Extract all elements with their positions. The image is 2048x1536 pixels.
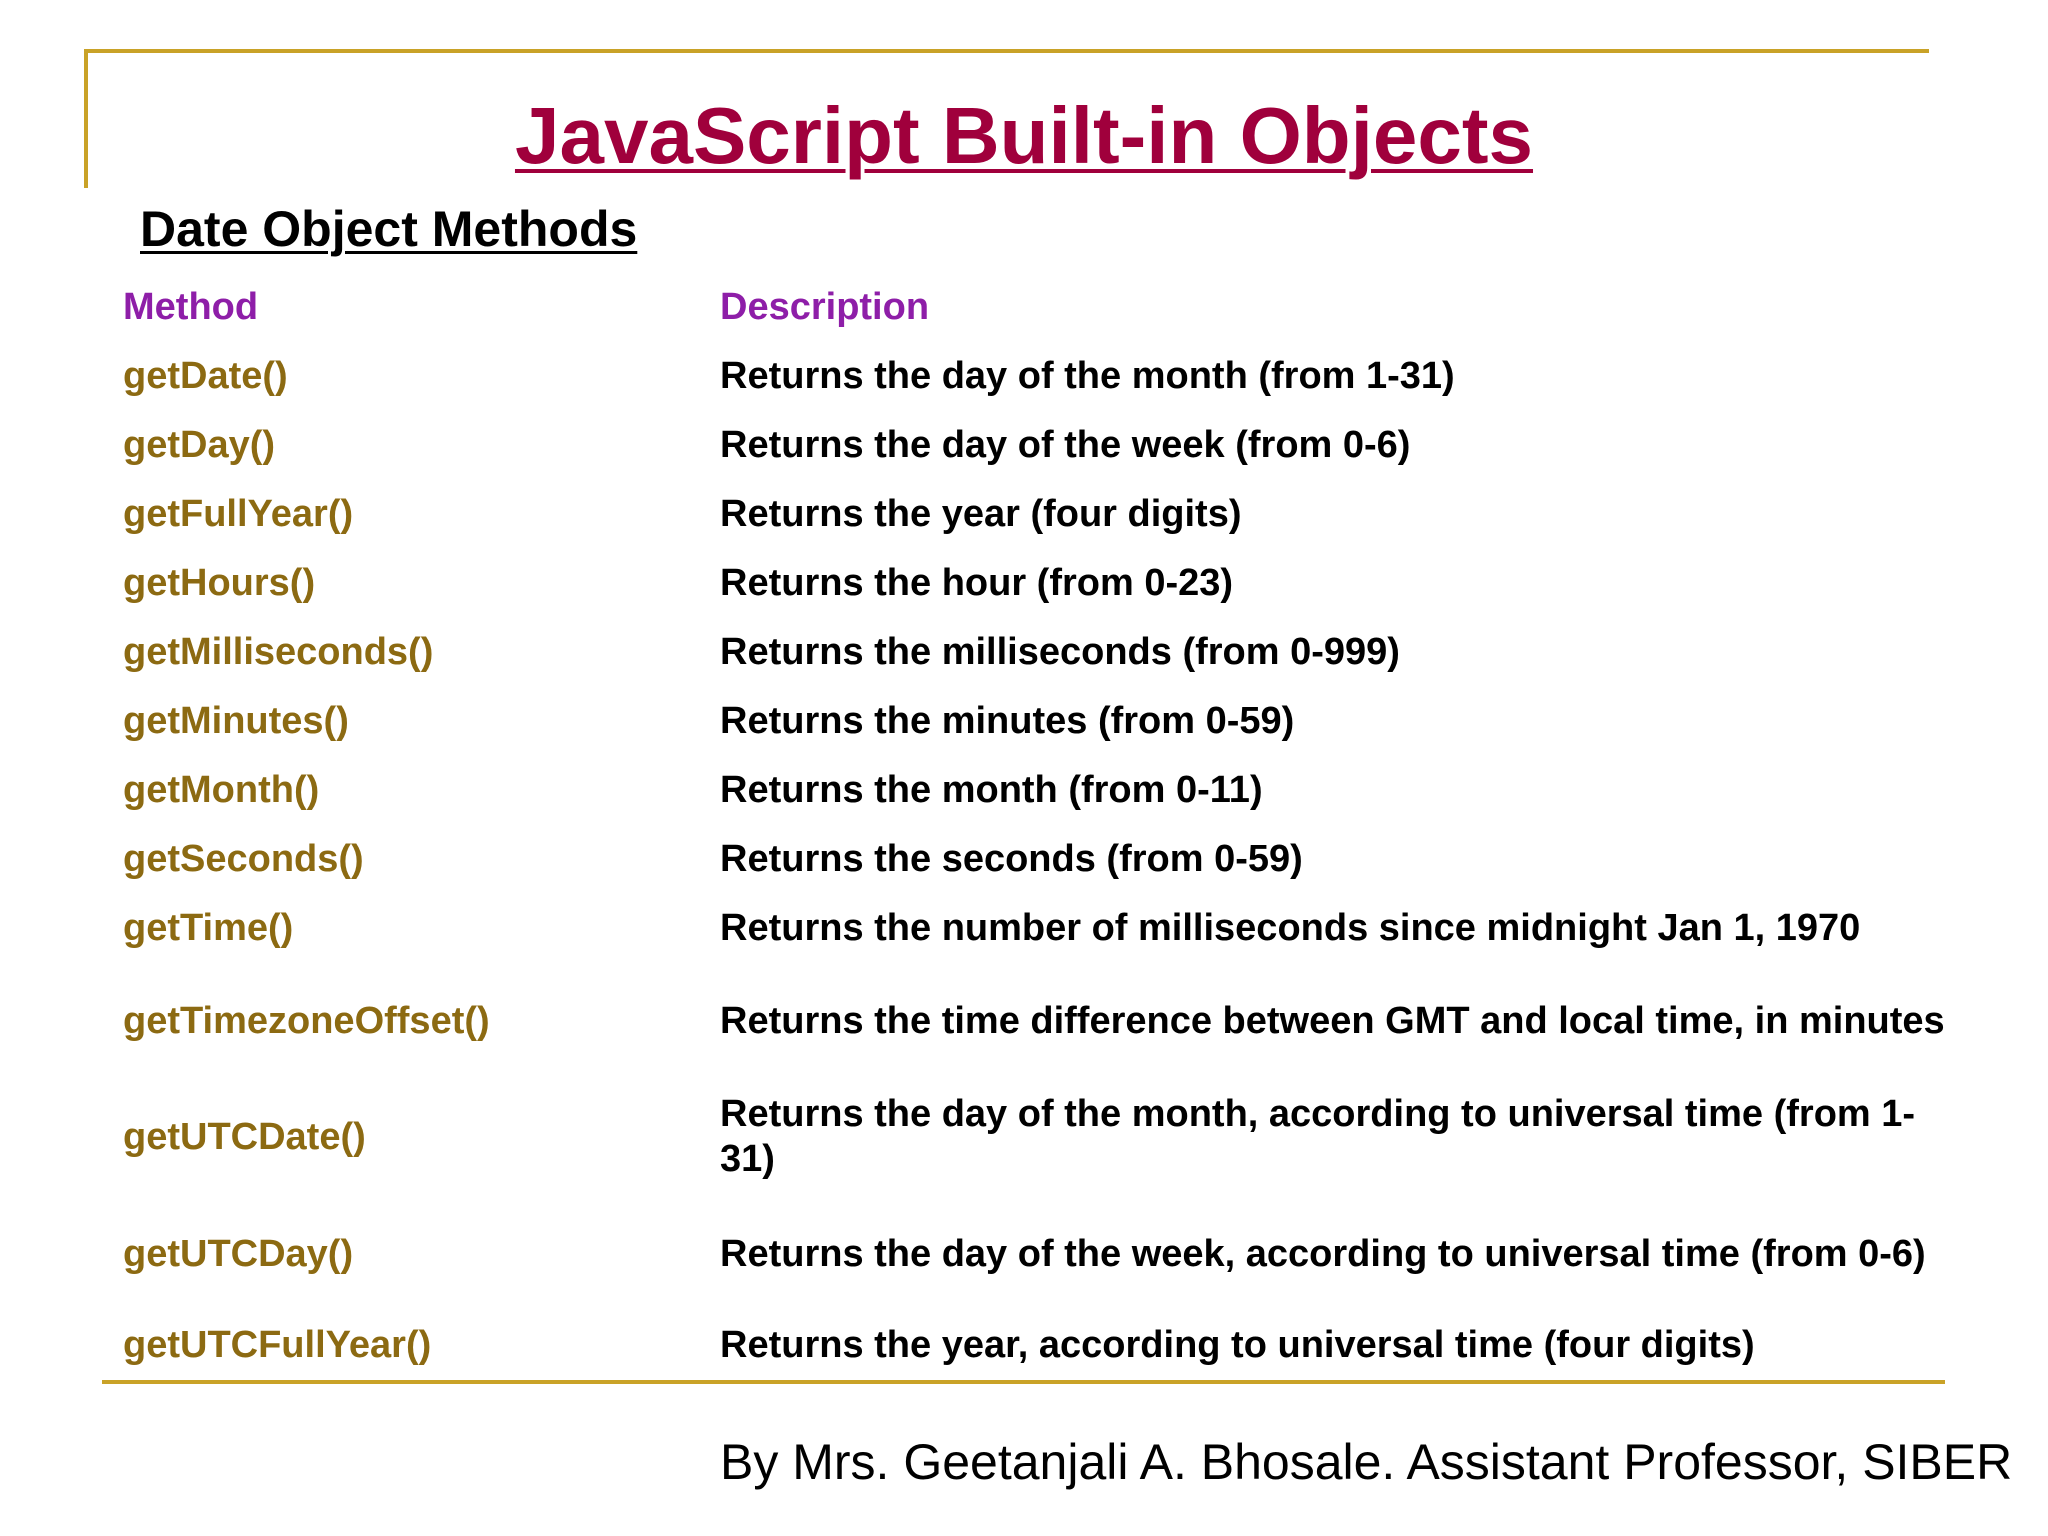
table-row bbox=[123, 1205, 1953, 1303]
method-name: getDate() bbox=[123, 354, 288, 397]
method-name: getSeconds() bbox=[123, 837, 364, 880]
method-description: Returns the day of the month (from 1-31) bbox=[720, 354, 1455, 397]
method-description: Returns the number of milliseconds since midnight Jan 1, 1970 bbox=[720, 906, 1861, 949]
method-description: Returns the day of the week (from 0-6) bbox=[720, 423, 1411, 466]
method-name: getUTCDate() bbox=[123, 1115, 366, 1158]
table-row bbox=[123, 763, 1953, 817]
table-row bbox=[123, 418, 1953, 472]
table-row bbox=[123, 694, 1953, 748]
method-name: getDay() bbox=[123, 423, 276, 466]
table-row bbox=[123, 1088, 1953, 1186]
method-description: Returns the milliseconds (from 0-999) bbox=[720, 630, 1400, 673]
table-row bbox=[123, 349, 1953, 403]
method-description: Returns the year (four digits) bbox=[720, 492, 1242, 535]
method-name: getMonth() bbox=[123, 768, 320, 811]
method-name: getTimezoneOffset() bbox=[123, 999, 490, 1042]
method-name: getMinutes() bbox=[123, 699, 349, 742]
method-description: Returns the seconds (from 0-59) bbox=[720, 837, 1303, 880]
method-name: getTime() bbox=[123, 906, 294, 949]
method-name: getUTCDay() bbox=[123, 1232, 354, 1275]
slide-title: JavaScript Built-in Objects bbox=[514, 91, 1534, 180]
header-description: Description bbox=[720, 285, 930, 328]
slide-footer: By Mrs. Geetanjali A. Bhosale. Assistant Professor, SIBER bbox=[720, 1434, 2013, 1490]
method-description: Returns the time difference between GMT and local time, in minutes bbox=[720, 999, 1945, 1042]
table-row bbox=[123, 1318, 1953, 1372]
method-name: getFullYear() bbox=[123, 492, 354, 535]
table-row bbox=[123, 972, 1953, 1070]
method-description: Returns the year, according to universal time (four digits) bbox=[720, 1323, 1755, 1366]
slide-subtitle: Date Object Methods bbox=[140, 201, 638, 257]
method-name: getMilliseconds() bbox=[123, 630, 434, 673]
frame-top-rule bbox=[84, 49, 1929, 53]
method-description: Returns the hour (from 0-23) bbox=[720, 561, 1234, 604]
table-row bbox=[123, 487, 1953, 541]
table-row bbox=[123, 625, 1953, 679]
method-description: Returns the day of the month, according to universal time (from 1-31) bbox=[720, 1093, 1916, 1180]
method-description: Returns the day of the week, according to universal time (from 0-6) bbox=[720, 1232, 1926, 1275]
method-name: getHours() bbox=[123, 561, 316, 604]
method-description: Returns the minutes (from 0-59) bbox=[720, 699, 1295, 742]
table-row bbox=[123, 901, 1953, 955]
method-name: getUTCFullYear() bbox=[123, 1323, 432, 1366]
table-bottom-rule bbox=[102, 1380, 1945, 1384]
method-description: Returns the month (from 0-11) bbox=[720, 768, 1263, 811]
table-row bbox=[123, 556, 1953, 610]
table-row bbox=[123, 832, 1953, 886]
header-method: Method bbox=[123, 285, 259, 328]
table-header bbox=[123, 280, 1953, 334]
